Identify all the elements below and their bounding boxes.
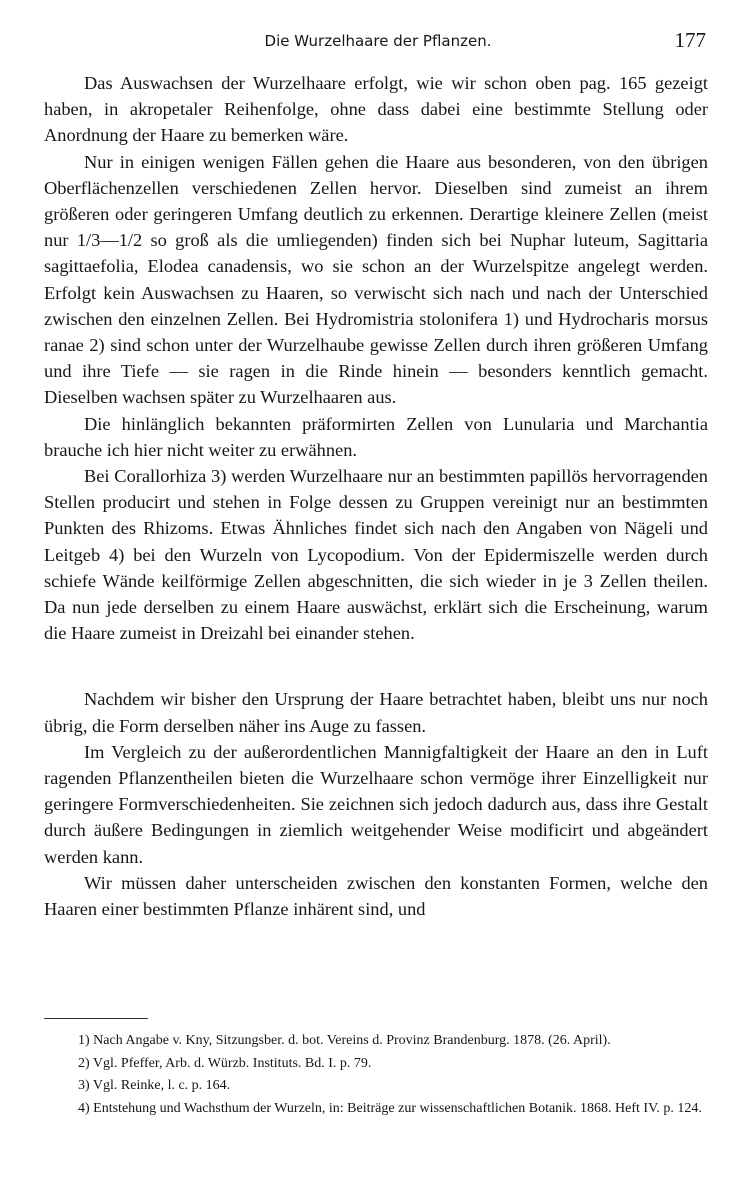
footnote: 4) Entstehung und Wachsthum der Wurzeln, in: Beiträge zur wissenschaftlichen Botanik. 1868. Heft IV. p. 124. bbox=[78, 1100, 702, 1116]
page-number: 177 bbox=[674, 28, 706, 52]
paragraph-constant-forms: Wir müssen daher unterscheiden zwischen den konstanten Formen, welche den Haaren einer bestimmten Pflanze inhärent sind, und bbox=[44, 872, 708, 920]
paragraph-comparison: Im Vergleich zu der außerordentlichen Mannigfaltigkeit der Haare an den in Luft ragenden Pflanzentheilen bieten die Wurzelhaare schon vermöge ihrer Einzelligkeit nur geringere Formverschiedenheiten. Sie zeichnen sich jedoch dadurch aus, dass ihre Gestalt durch äußere Bedingungen in ziemlich weitgehender Weise modificirt und abgeändert werden kann. bbox=[44, 741, 708, 867]
footnotes bbox=[44, 1030, 708, 1120]
paragraph-special-cells: Nur in einigen wenigen Fällen gehen die Haare aus besonderen, von den übrigen Oberflächenzellen verschiedenen Zellen hervor. Dieselben sind zumeist an ihrem größeren oder geringeren Umfang deutlich zu erkennen. Derartige kleinere Zellen (meist nur 1/3—1/2 so groß als die umliegenden) finden sich bei Nuphar luteum, Sagittaria sagittaefolia, Elodea canadensis, wo sie schon an der Wurzelspitze angelegt werden. Erfolgt kein Auswachsen zu Haaren, so verwischt sich nach und nach der Unterschied zwischen den einzelnen Zellen. Bei Hydromistria stolonifera 1) und Hydrocharis morsus ranae 2) sind schon unter der Wurzelhaube gewisse Zellen durch ihren größeren Umfang und ihre Tiefe — sie ragen in die Rinde hinein — besonders kenntlich gemacht. Dieselben wachsen später zu Wurzelhaaren aus. bbox=[44, 151, 708, 408]
paragraph-corallorhiza: Bei Corallorhiza 3) werden Wurzelhaare nur an bestimmten papillös hervorragenden Stellen producirt und stehen in Folge dessen zu Gruppen vereinigt nur an bestimmten Punkten des Rhizoms. Etwas Ähnliches findet sich nach den Angaben von Nägeli und Leitgeb 4) bei den Wurzeln von Lycopodium. Von der Epidermiszelle werden durch schiefe Wände keilförmige Zellen abgeschnitten, die sich wieder in je 3 Zellen theilen. Da nun jede derselben zu einem Haare auswächst, erklärt sich die Erscheinung, warum die Haare zumeist in Dreizahl bei einander stehen. bbox=[44, 466, 708, 644]
running-header bbox=[40, 26, 716, 60]
footnote: 3) Vgl. Reinke, l. c. p. 164. bbox=[78, 1078, 231, 1094]
footnote-divider bbox=[44, 1018, 148, 1019]
paragraph-form-intro: Nachdem wir bisher den Ursprung der Haare betrachtet haben, bleibt uns nur noch übrig, die Form derselben näher ins Auge zu fassen. bbox=[44, 689, 708, 736]
footnote: 2) Vgl. Pfeffer, Arb. d. Würzb. Instituts. Bd. I. p. 79. bbox=[78, 1055, 372, 1071]
paragraph-lunularia: Die hinlänglich bekannten präformirten Zellen von Lunularia und Marchantia brauche ich hier nicht weiter zu erwähnen. bbox=[44, 413, 708, 460]
paragraph-growth-order: Das Auswachsen der Wurzelhaare erfolgt, wie wir schon oben pag. 165 gezeigt haben, in akropetaler Reihenfolge, ohne dass dabei eine bestimmte Stellung oder Anordnung der Haare zu bemerken wäre. bbox=[44, 73, 708, 146]
footnote: 1) Nach Angabe v. Kny, Sitzungsber. d. bot. Vereins d. Provinz Brandenburg. 1878. (26. April). bbox=[78, 1033, 611, 1048]
section-gap bbox=[44, 646, 708, 686]
main-text bbox=[44, 70, 708, 922]
running-title: Die Wurzelhaare der Pflanzen. bbox=[264, 32, 492, 50]
